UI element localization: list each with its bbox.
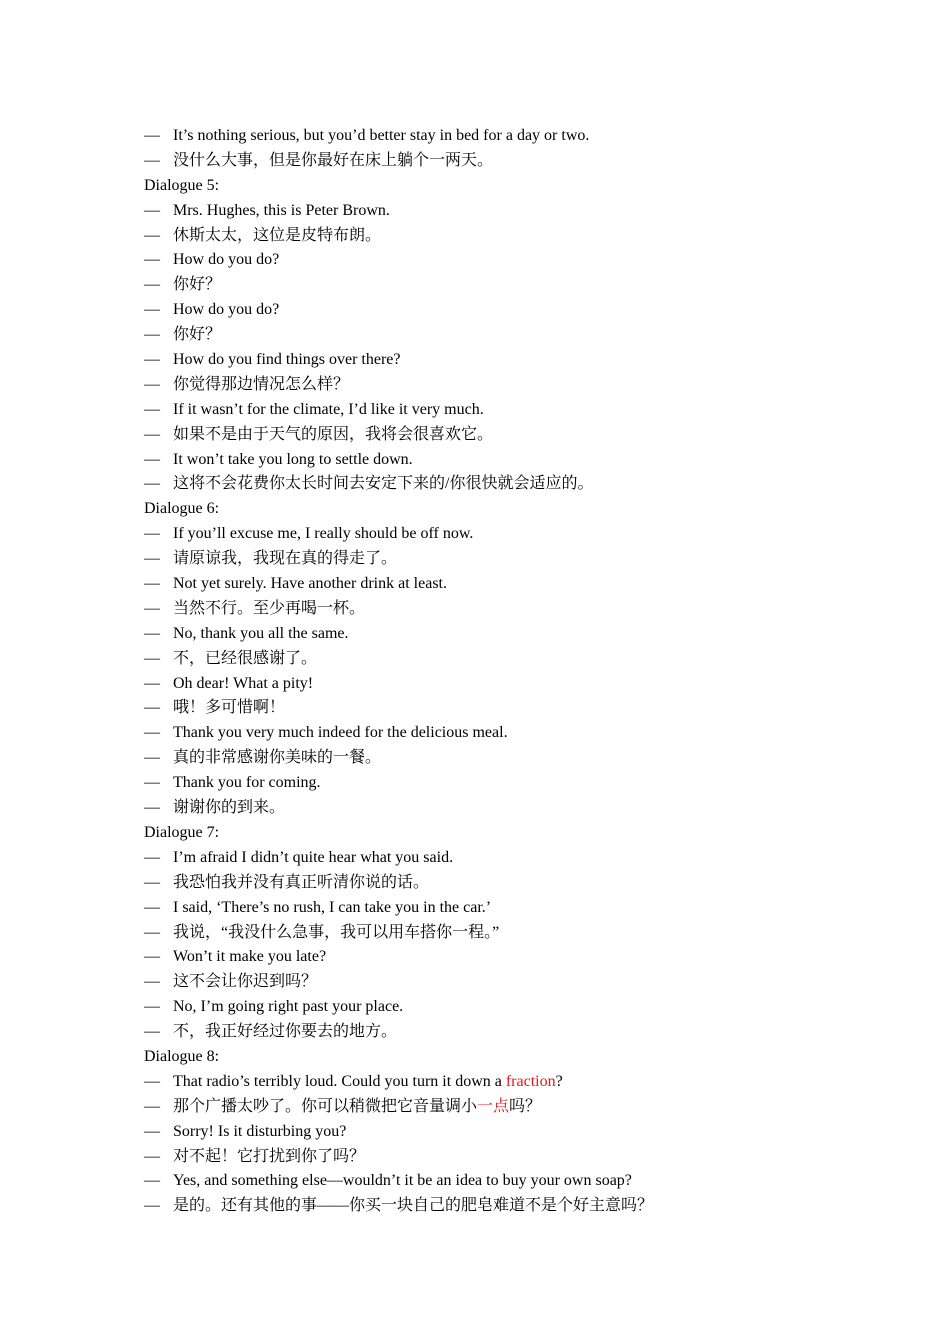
- dialogue-text: How do you do?: [173, 251, 280, 269]
- dialogue-text: No, thank you all the same.: [173, 624, 349, 642]
- dialogue-line: [144, 472, 864, 497]
- dialogue-line: [144, 248, 864, 273]
- dialogue-text: It’s nothing serious, but you’d better stay in bed for a day or two.: [173, 127, 590, 144]
- dialogue-heading: [144, 821, 864, 846]
- dialogue-dash: —: [144, 599, 160, 617]
- dialogue-line: [144, 771, 864, 796]
- dialogue-line: [144, 1070, 864, 1095]
- dialogue-line: [144, 746, 864, 771]
- dialogue-line: [144, 1145, 864, 1170]
- dialogue-dash: —: [144, 1172, 160, 1190]
- dialogue-text: 这将不会花费你太长时间去安定下来的/你很快就会适应的。: [173, 475, 594, 493]
- dialogue-heading-text: Dialogue 7:: [144, 823, 220, 841]
- dialogue-dash: —: [144, 450, 160, 468]
- dialogue-dash: —: [144, 301, 160, 319]
- dialogue-dash: —: [144, 127, 160, 144]
- dialogue-line: [144, 448, 864, 473]
- document-page: [144, 124, 864, 1219]
- dialogue-dash: —: [144, 1023, 160, 1041]
- dialogue-text: 我说，“我没什么急事，我可以用车搭你一程。”: [173, 923, 500, 941]
- dialogue-dash: —: [144, 948, 160, 966]
- dialogue-line: [144, 199, 864, 224]
- dialogue-line: [144, 298, 864, 323]
- dialogue-text: If it wasn’t for the climate, I’d like it very much.: [173, 400, 484, 418]
- dialogue-heading: [144, 497, 864, 522]
- dialogue-line: [144, 622, 864, 647]
- dialogue-text: 真的非常感谢你美味的一餐。: [173, 749, 382, 767]
- dialogue-dash: —: [144, 351, 160, 369]
- dialogue-text: That radio’s terribly loud. Could you turn it down a: [173, 1072, 506, 1090]
- dialogue-dash: —: [144, 575, 160, 593]
- dialogue-dash: —: [144, 799, 160, 817]
- dialogue-text: It won’t take you long to settle down.: [173, 450, 413, 468]
- dialogue-line: [144, 921, 864, 946]
- dialogue-line: [144, 572, 864, 597]
- dialogue-line: [144, 1020, 864, 1045]
- dialogue-text: Won’t it make you late?: [173, 948, 327, 966]
- dialogue-text: How do you find things over there?: [173, 351, 401, 369]
- dialogue-dash: —: [144, 226, 160, 244]
- dialogue-dash: —: [144, 873, 160, 891]
- dialogue-dash: —: [144, 400, 160, 418]
- dialogue-text: 不，我正好经过你要去的地方。: [173, 1023, 398, 1041]
- highlighted-word: fraction: [505, 1072, 556, 1090]
- dialogue-dash: —: [144, 425, 160, 443]
- dialogue-text: How do you do?: [173, 301, 280, 319]
- dialogue-line: [144, 224, 864, 249]
- dialogue-text-tail: ?: [555, 1072, 563, 1090]
- dialogue-text: If you’ll excuse me, I really should be off now.: [173, 525, 474, 543]
- dialogue-text: 不，已经很感谢了。: [173, 649, 318, 667]
- dialogue-dash: —: [144, 973, 160, 991]
- dialogue-line: [144, 721, 864, 746]
- dialogue-text: 请原谅我，我现在真的得走了。: [173, 550, 398, 568]
- dialogue-line: [144, 871, 864, 896]
- dialogue-dash: —: [144, 774, 160, 792]
- dialogue-line: [144, 970, 864, 995]
- dialogue-line: [144, 373, 864, 398]
- dialogue-text: 那个广播太吵了。你可以稍微把它音量调小: [173, 1097, 478, 1115]
- dialogue-text: 我恐怕我并没有真正听清你说的话。: [173, 873, 430, 891]
- dialogue-dash: —: [144, 898, 160, 916]
- dialogue-dash: —: [144, 624, 160, 642]
- dialogue-dash: —: [144, 724, 160, 742]
- dialogue-line: [144, 945, 864, 970]
- dialogue-dash: —: [144, 1147, 160, 1165]
- dialogue-heading: [144, 1045, 864, 1070]
- dialogue-line: [144, 846, 864, 871]
- dialogue-text: I said, ‘There’s no rush, I can take you in the car.’: [173, 898, 492, 916]
- dialogue-line: [144, 423, 864, 448]
- dialogue-text: Thank you for coming.: [173, 774, 321, 792]
- dialogue-dash: —: [144, 525, 160, 543]
- dialogue-text: 哦！多可惜啊！: [173, 699, 286, 717]
- dialogue-line: [144, 647, 864, 672]
- dialogue-dash: —: [144, 749, 160, 767]
- dialogue-dash: —: [144, 375, 160, 393]
- dialogue-text: 如果不是由于天气的原因，我将会很喜欢它。: [173, 425, 494, 443]
- dialogue-dash: —: [144, 151, 160, 169]
- dialogue-dash: —: [144, 1122, 160, 1140]
- dialogue-text: 当然不行。至少再喝一杯。: [173, 599, 366, 617]
- dialogue-dash: —: [144, 201, 160, 219]
- dialogue-line: [144, 124, 864, 149]
- dialogue-text: 休斯太太，这位是皮特布朗。: [173, 226, 382, 244]
- dialogue-text-tail: 吗？: [509, 1097, 542, 1115]
- dialogue-dash: —: [144, 251, 160, 269]
- dialogue-dash: —: [144, 550, 160, 568]
- dialogue-line: [144, 896, 864, 921]
- dialogue-text: 没什么大事，但是你最好在床上躺个一两天。: [173, 151, 494, 169]
- dialogue-dash: —: [144, 475, 160, 493]
- dialogue-text: No, I’m going right past your place.: [173, 998, 404, 1016]
- dialogue-line: [144, 1194, 864, 1219]
- dialogue-text: 对不起！它打扰到你了吗？: [173, 1147, 366, 1165]
- dialogue-line: [144, 273, 864, 298]
- dialogue-line: [144, 323, 864, 348]
- dialogue-text: 你好？: [173, 276, 222, 294]
- dialogue-dash: —: [144, 699, 160, 717]
- dialogue-line: [144, 1095, 864, 1120]
- dialogue-line: [144, 348, 864, 373]
- dialogue-line: [144, 1169, 864, 1194]
- dialogue-line: [144, 522, 864, 547]
- highlighted-word: 一点: [477, 1097, 510, 1115]
- dialogue-text: 这不会让你迟到吗？: [173, 973, 318, 991]
- dialogue-line: [144, 597, 864, 622]
- dialogue-dash: —: [144, 1097, 160, 1115]
- dialogue-heading-text: Dialogue 6:: [144, 500, 220, 518]
- dialogue-text: 是的。还有其他的事——你买一块自己的肥皂难道不是个好主意吗？: [173, 1197, 654, 1215]
- dialogue-text: Not yet surely. Have another drink at least.: [173, 575, 447, 593]
- dialogue-line: [144, 995, 864, 1020]
- dialogue-line: [144, 696, 864, 721]
- dialogue-line: [144, 1120, 864, 1145]
- dialogue-line: [144, 398, 864, 423]
- dialogue-text: Oh dear! What a pity!: [173, 674, 314, 692]
- dialogue-dash: —: [144, 1197, 160, 1215]
- dialogue-text: Yes, and something else—wouldn’t it be an idea to buy your own soap?: [173, 1172, 632, 1190]
- dialogue-text: 你觉得那边情况怎么样？: [173, 375, 350, 393]
- dialogue-dash: —: [144, 674, 160, 692]
- dialogue-heading-text: Dialogue 8:: [144, 1047, 220, 1065]
- dialogue-dash: —: [144, 326, 160, 344]
- dialogue-line: [144, 672, 864, 697]
- dialogue-text: 你好？: [173, 326, 222, 344]
- dialogue-heading-text: Dialogue 5:: [144, 176, 220, 194]
- dialogue-heading: [144, 174, 864, 199]
- dialogue-dash: —: [144, 276, 160, 294]
- dialogue-line: [144, 796, 864, 821]
- dialogue-text: Sorry! Is it disturbing you?: [173, 1122, 347, 1140]
- dialogue-dash: —: [144, 923, 160, 941]
- dialogue-line: [144, 149, 864, 174]
- dialogue-dash: —: [144, 998, 160, 1016]
- dialogue-dash: —: [144, 848, 160, 866]
- dialogue-text: Thank you very much indeed for the delicious meal.: [173, 724, 508, 742]
- dialogue-text: Mrs. Hughes, this is Peter Brown.: [173, 201, 390, 219]
- dialogue-text: I’m afraid I didn’t quite hear what you said.: [173, 848, 454, 866]
- dialogue-line: [144, 547, 864, 572]
- dialogue-text: 谢谢你的到来。: [173, 799, 286, 817]
- dialogue-dash: —: [144, 649, 160, 667]
- dialogue-dash: —: [144, 1072, 160, 1090]
